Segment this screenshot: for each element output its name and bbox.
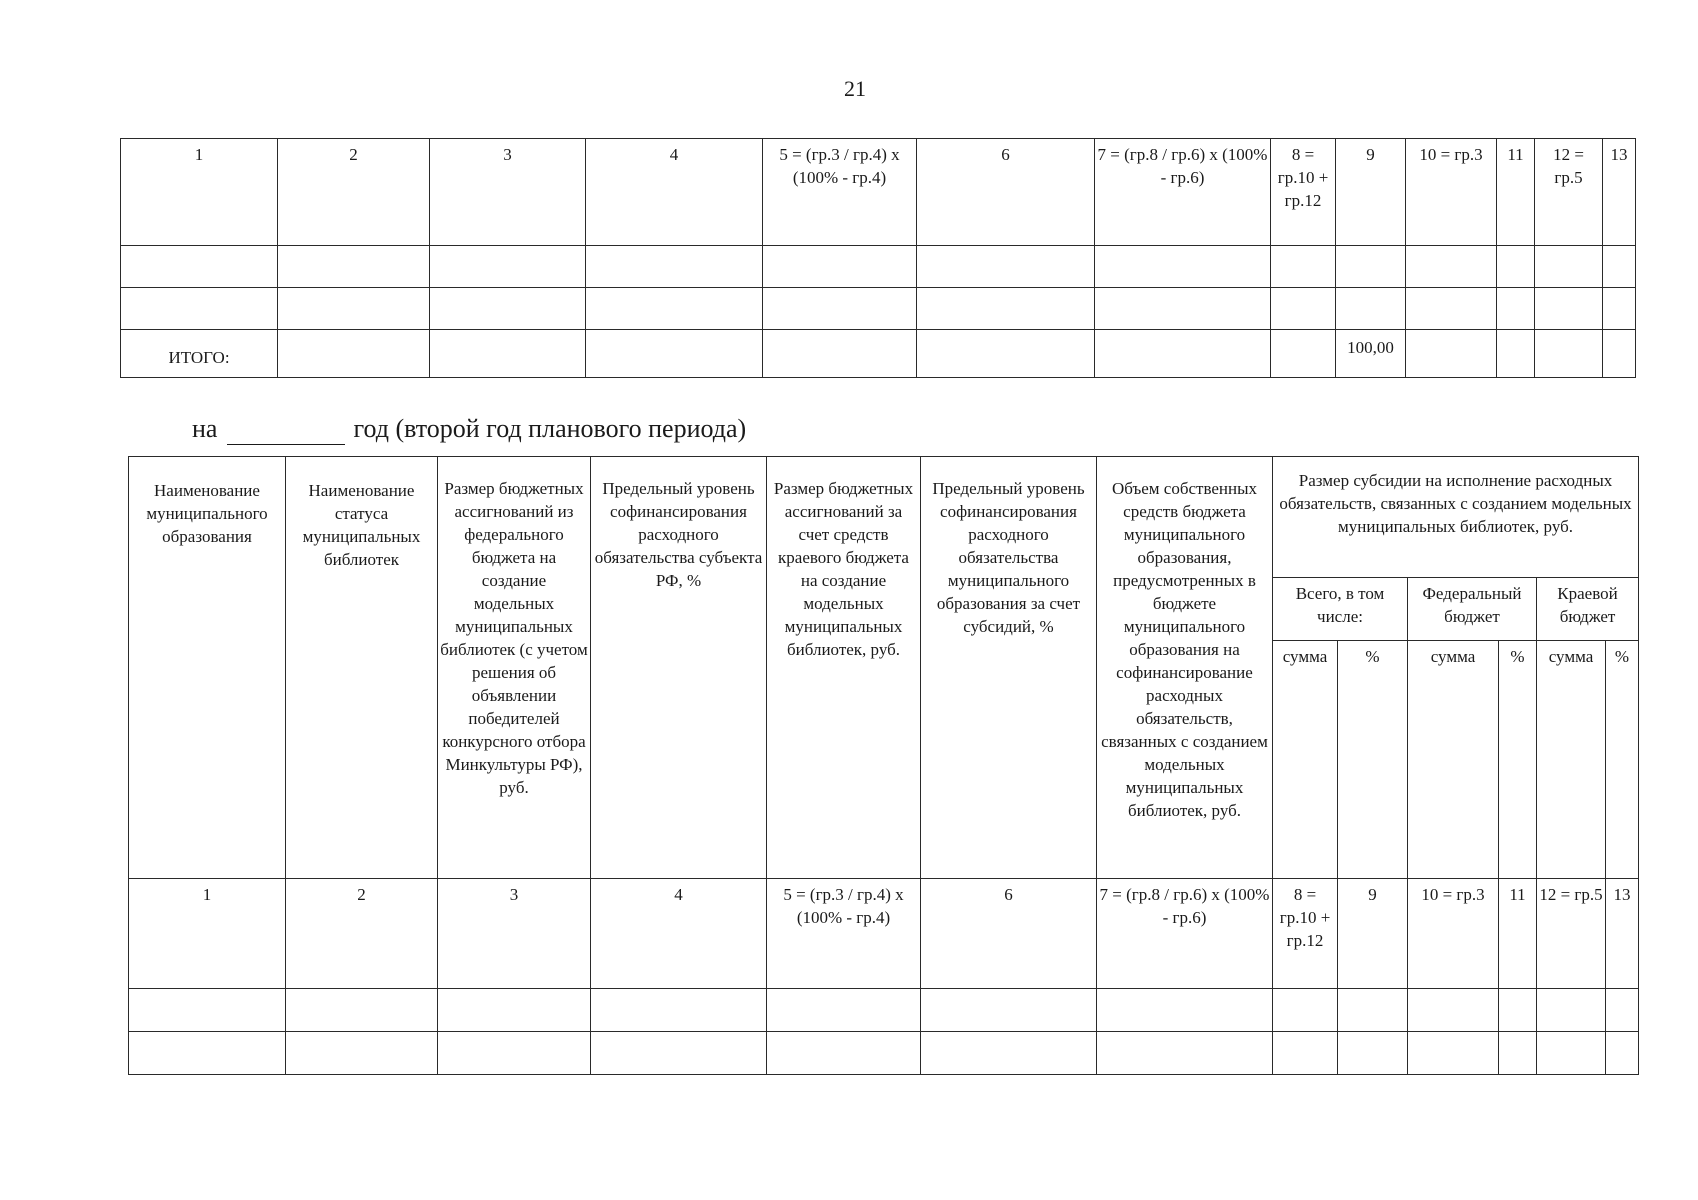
table-cell xyxy=(763,246,917,288)
table-cell xyxy=(917,330,1095,378)
table-cell xyxy=(586,330,763,378)
header-percent: % xyxy=(1606,641,1639,879)
table-cell xyxy=(121,288,278,330)
table-cell xyxy=(1603,246,1636,288)
table-cell xyxy=(1537,989,1606,1032)
subtitle-prefix: на xyxy=(192,414,218,443)
column-number: 9 xyxy=(1336,139,1406,246)
table-cell xyxy=(1603,330,1636,378)
subtitle-suffix: год (второй год планового периода) xyxy=(353,414,747,443)
table-cell xyxy=(1606,1032,1639,1075)
table-second-planning-year xyxy=(128,456,1639,1075)
table-cell xyxy=(1603,288,1636,330)
year-blank-line xyxy=(227,414,345,445)
table-cell xyxy=(438,989,591,1032)
table-cell xyxy=(763,288,917,330)
table-cell xyxy=(591,989,767,1032)
total-label: ИТОГО: xyxy=(121,330,278,378)
column-number: 13 xyxy=(1606,879,1639,989)
column-number: 4 xyxy=(591,879,767,989)
table-cell xyxy=(763,330,917,378)
column-number: 9 xyxy=(1338,879,1408,989)
table-cell xyxy=(767,1032,921,1075)
header-sum: сумма xyxy=(1537,641,1606,879)
table-current-period xyxy=(120,138,1636,378)
table-cell xyxy=(1338,1032,1408,1075)
column-number: 10 = гр.3 xyxy=(1406,139,1497,246)
table-cell xyxy=(767,989,921,1032)
table-cell xyxy=(1271,288,1336,330)
column-number: 6 xyxy=(917,139,1095,246)
table-cell xyxy=(121,246,278,288)
table-cell xyxy=(1273,989,1338,1032)
column-number: 3 xyxy=(430,139,586,246)
total-value: 100,00 xyxy=(1336,330,1406,378)
table-cell xyxy=(1271,246,1336,288)
table-cell xyxy=(1497,246,1535,288)
table-cell xyxy=(1336,288,1406,330)
column-number: 2 xyxy=(286,879,438,989)
table-cell xyxy=(278,288,430,330)
header-total: Всего, в том числе: xyxy=(1273,578,1408,641)
table-cell xyxy=(1499,989,1537,1032)
header-library-status: Наименование статуса муниципальных библиотек xyxy=(286,457,438,879)
header-regional-allocations: Размер бюджетных ассигнований за счет средств краевого бюджета на создание модельных муниципальных библиотек, руб. xyxy=(767,457,921,879)
table-cell xyxy=(278,330,430,378)
table-row xyxy=(121,246,1636,288)
table-cell xyxy=(438,1032,591,1075)
column-number: 7 = (гр.8 / гр.6) х (100% - гр.6) xyxy=(1097,879,1273,989)
table-cell xyxy=(278,246,430,288)
table-row xyxy=(129,879,1639,989)
column-number: 1 xyxy=(129,879,286,989)
header-federal-allocations: Размер бюджетных ассигнований из федерального бюджета на создание модельных муниципальных библиотек (с учетом решения об объявлении победителей конкурсного отбора Минкультуры РФ), руб. xyxy=(438,457,591,879)
table-cell xyxy=(1408,1032,1499,1075)
column-number: 13 xyxy=(1603,139,1636,246)
table-cell xyxy=(430,246,586,288)
table-cell xyxy=(1406,330,1497,378)
column-number: 5 = (гр.3 / гр.4) х (100% - гр.4) xyxy=(767,879,921,989)
header-municipality: Наименование муниципального образования xyxy=(129,457,286,879)
column-number: 1 xyxy=(121,139,278,246)
table-cell xyxy=(1406,288,1497,330)
table-cell xyxy=(917,246,1095,288)
table-cell xyxy=(1497,288,1535,330)
header-regional-budget: Краевой бюджет xyxy=(1537,578,1639,641)
table-cell xyxy=(1537,1032,1606,1075)
table-cell xyxy=(1095,330,1271,378)
header-sum: сумма xyxy=(1273,641,1338,879)
table-cell xyxy=(1273,1032,1338,1075)
column-number: 8 = гр.10 + гр.12 xyxy=(1271,139,1336,246)
table-cell xyxy=(1406,246,1497,288)
table-cell xyxy=(1097,1032,1273,1075)
table-cell xyxy=(1336,246,1406,288)
table-cell xyxy=(1095,288,1271,330)
column-number: 6 xyxy=(921,879,1097,989)
table-cell xyxy=(129,989,286,1032)
table-cell xyxy=(1535,288,1603,330)
header-row xyxy=(129,457,1639,578)
column-number: 11 xyxy=(1497,139,1535,246)
table-cell xyxy=(1606,989,1639,1032)
table-cell xyxy=(1271,330,1336,378)
header-percent: % xyxy=(1499,641,1537,879)
column-number: 4 xyxy=(586,139,763,246)
column-number: 12 = гр.5 xyxy=(1535,139,1603,246)
column-number: 10 = гр.3 xyxy=(1408,879,1499,989)
table-cell xyxy=(430,330,586,378)
table-row xyxy=(129,1032,1639,1075)
table-cell xyxy=(1499,1032,1537,1075)
table-row xyxy=(129,989,1639,1032)
table-cell xyxy=(286,989,438,1032)
column-number: 11 xyxy=(1499,879,1537,989)
table-cell xyxy=(586,246,763,288)
column-number: 2 xyxy=(278,139,430,246)
header-sum: сумма xyxy=(1408,641,1499,879)
table-cell xyxy=(286,1032,438,1075)
table-cell xyxy=(1535,330,1603,378)
header-subject-cofinancing-level: Предельный уровень софинансирования расходного обязательства субъекта РФ, % xyxy=(591,457,767,879)
header-municipal-cofinancing-level: Предельный уровень софинансирования расходного обязательства муниципального образования за счет субсидий, % xyxy=(921,457,1097,879)
table-cell xyxy=(586,288,763,330)
table-cell xyxy=(1097,989,1273,1032)
section-subtitle xyxy=(192,414,746,445)
page-number: 21 xyxy=(844,76,866,101)
table-cell xyxy=(1497,330,1535,378)
table-row xyxy=(121,288,1636,330)
column-number: 12 = гр.5 xyxy=(1537,879,1606,989)
column-number: 8 = гр.10 + гр.12 xyxy=(1273,879,1338,989)
table-cell xyxy=(129,1032,286,1075)
table-cell xyxy=(591,1032,767,1075)
table-cell xyxy=(1095,246,1271,288)
column-number: 3 xyxy=(438,879,591,989)
table-cell xyxy=(1408,989,1499,1032)
table-cell xyxy=(917,288,1095,330)
header-percent: % xyxy=(1338,641,1408,879)
column-number: 7 = (гр.8 / гр.6) х (100% - гр.6) xyxy=(1095,139,1271,246)
table-row xyxy=(121,139,1636,246)
table-cell xyxy=(921,989,1097,1032)
table-cell xyxy=(1535,246,1603,288)
header-subsidy-amount: Размер субсидии на исполнение расходных обязательств, связанных с созданием модельных муниципальных библиотек, руб. xyxy=(1273,457,1639,578)
table-cell xyxy=(430,288,586,330)
header-federal-budget: Федеральный бюджет xyxy=(1408,578,1537,641)
header-own-funds: Объем собственных средств бюджета муниципального образования, предусмотренных в бюджете муниципального образования на софинансирование расходных обязательств, связанных с созданием модельных муниципальных библиотек, руб. xyxy=(1097,457,1273,879)
total-row xyxy=(121,330,1636,378)
column-number: 5 = (гр.3 / гр.4) х (100% - гр.4) xyxy=(763,139,917,246)
table-cell xyxy=(921,1032,1097,1075)
table-cell xyxy=(1338,989,1408,1032)
